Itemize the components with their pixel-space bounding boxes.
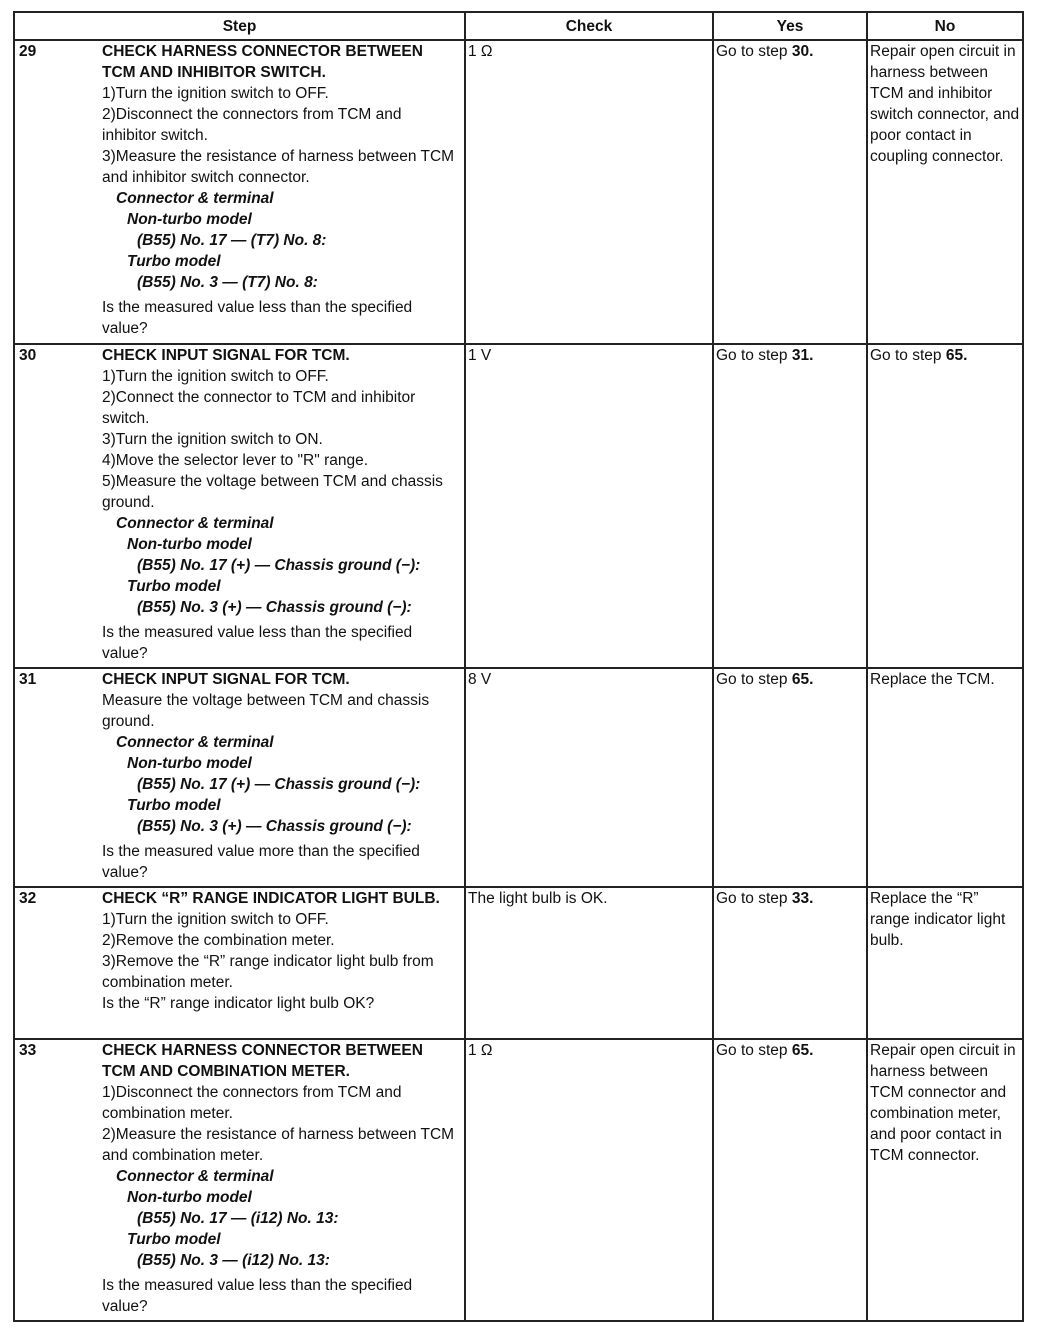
step-action: 1)Turn the ignition switch to OFF. (102, 85, 329, 102)
step-action: 4)Move the selector lever to "R" range. (102, 452, 369, 469)
step-question: Is the “R” range indicator light bulb OK? (102, 995, 375, 1012)
yes-prefix: Go to step (716, 347, 792, 364)
model-label: Turbo model (127, 797, 221, 814)
check-cell: 1 Ω (465, 1039, 713, 1321)
connector-label: Connector & terminal (116, 190, 274, 207)
check-cell: 1 Ω (465, 40, 713, 344)
step-question: Is the measured value less than the specified value? (102, 624, 413, 662)
terminal-spec: (B55) No. 17 — (i12) No. 13: (137, 1210, 339, 1227)
header-step: Step (14, 12, 465, 40)
step-action: 1)Turn the ignition switch to OFF. (102, 911, 329, 928)
yes-step: 65. (791, 1042, 814, 1059)
step-title: CHECK INPUT SIGNAL FOR TCM. (102, 347, 350, 364)
no-cell: Repair open circuit in harness between TCM connector and combination meter, and poor contact in TCM connector. (867, 1039, 1023, 1321)
step-number: 32 (19, 890, 37, 907)
model-label: Non-turbo model (127, 1189, 252, 1206)
header-no: No (867, 12, 1023, 40)
terminal-spec: (B55) No. 17 — (T7) No. 8: (137, 232, 327, 249)
connector-label: Connector & terminal (116, 1168, 274, 1185)
step-cell (14, 40, 465, 344)
yes-cell (713, 40, 867, 344)
step-title: CHECK INPUT SIGNAL FOR TCM. (102, 671, 350, 688)
no-cell (867, 344, 1023, 668)
step-title: CHECK HARNESS CONNECTOR BETWEEN TCM AND COMBINATION METER. (102, 1042, 423, 1080)
table-row (14, 887, 1023, 1039)
yes-prefix: Go to step (716, 43, 792, 60)
no-cell: Replace the TCM. (867, 668, 1023, 887)
table-row (14, 668, 1023, 887)
step-number: 29 (19, 43, 37, 60)
no-cell: Repair open circuit in harness between TCM and inhibitor switch connector, and poor contact in coupling connector. (867, 40, 1023, 344)
header-check: Check (465, 12, 713, 40)
step-question: Is the measured value less than the specified value? (102, 1277, 413, 1315)
model-label: Non-turbo model (127, 755, 252, 772)
step-number: 31 (19, 671, 37, 688)
step-number: 30 (19, 347, 37, 364)
table-row (14, 40, 1023, 344)
model-label: Non-turbo model (127, 536, 252, 553)
step-title: CHECK HARNESS CONNECTOR BETWEEN TCM AND INHIBITOR SWITCH. (102, 43, 423, 81)
terminal-spec: (B55) No. 3 (+) — Chassis ground (−): (137, 818, 412, 835)
model-label: Non-turbo model (127, 211, 252, 228)
step-action: 2)Disconnect the connectors from TCM and inhibitor switch. (102, 106, 402, 144)
connector-label: Connector & terminal (116, 734, 274, 751)
no-prefix: Go to step (870, 347, 946, 364)
no-cell: Replace the “R” range indicator light bulb. (867, 887, 1023, 1039)
connector-label: Connector & terminal (116, 515, 274, 532)
yes-step: 33. (791, 890, 814, 907)
step-action: 2)Remove the combination meter. (102, 932, 335, 949)
header-yes: Yes (713, 12, 867, 40)
step-question: Is the measured value less than the specified value? (102, 299, 413, 337)
yes-step: 30. (791, 43, 814, 60)
yes-prefix: Go to step (716, 1042, 792, 1059)
yes-cell (713, 668, 867, 887)
yes-prefix: Go to step (716, 671, 792, 688)
step-action: 3)Turn the ignition switch to ON. (102, 431, 323, 448)
terminal-spec: (B55) No. 17 (+) — Chassis ground (−): (137, 776, 421, 793)
yes-step: 31. (791, 347, 814, 364)
terminal-spec: (B55) No. 3 — (T7) No. 8: (137, 274, 318, 291)
step-cell (14, 887, 465, 1039)
yes-cell (713, 344, 867, 668)
model-label: Turbo model (127, 253, 221, 270)
step-action: 1)Turn the ignition switch to OFF. (102, 368, 329, 385)
step-action: 3)Remove the “R” range indicator light bulb from combination meter. (102, 953, 434, 991)
terminal-spec: (B55) No. 3 — (i12) No. 13: (137, 1252, 330, 1269)
step-action: 5)Measure the voltage between TCM and chassis ground. (102, 473, 443, 511)
check-cell: 1 V (465, 344, 713, 668)
step-cell (14, 1039, 465, 1321)
no-step: 65. (945, 347, 968, 364)
step-action: 1)Disconnect the connectors from TCM and combination meter. (102, 1084, 402, 1122)
yes-prefix: Go to step (716, 890, 792, 907)
yes-cell (713, 1039, 867, 1321)
header-row (14, 12, 1023, 40)
step-title: CHECK “R” RANGE INDICATOR LIGHT BULB. (102, 890, 440, 907)
step-cell (14, 668, 465, 887)
terminal-spec: (B55) No. 17 (+) — Chassis ground (−): (137, 557, 421, 574)
step-action: 3)Measure the resistance of harness between TCM and inhibitor switch connector. (102, 148, 455, 186)
step-number: 33 (19, 1042, 37, 1059)
diagnostic-table (13, 11, 1024, 1322)
check-cell: 8 V (465, 668, 713, 887)
table-row (14, 344, 1023, 668)
step-action: 2)Connect the connector to TCM and inhibitor switch. (102, 389, 416, 427)
model-label: Turbo model (127, 1231, 221, 1248)
step-action: 2)Measure the resistance of harness between TCM and combination meter. (102, 1126, 455, 1164)
check-cell: The light bulb is OK. (465, 887, 713, 1039)
model-label: Turbo model (127, 578, 221, 595)
terminal-spec: (B55) No. 3 (+) — Chassis ground (−): (137, 599, 412, 616)
step-cell (14, 344, 465, 668)
step-action: Measure the voltage between TCM and chassis ground. (102, 692, 430, 730)
yes-cell (713, 887, 867, 1039)
yes-step: 65. (791, 671, 814, 688)
table-row (14, 1039, 1023, 1321)
step-question: Is the measured value more than the specified value? (102, 843, 420, 881)
